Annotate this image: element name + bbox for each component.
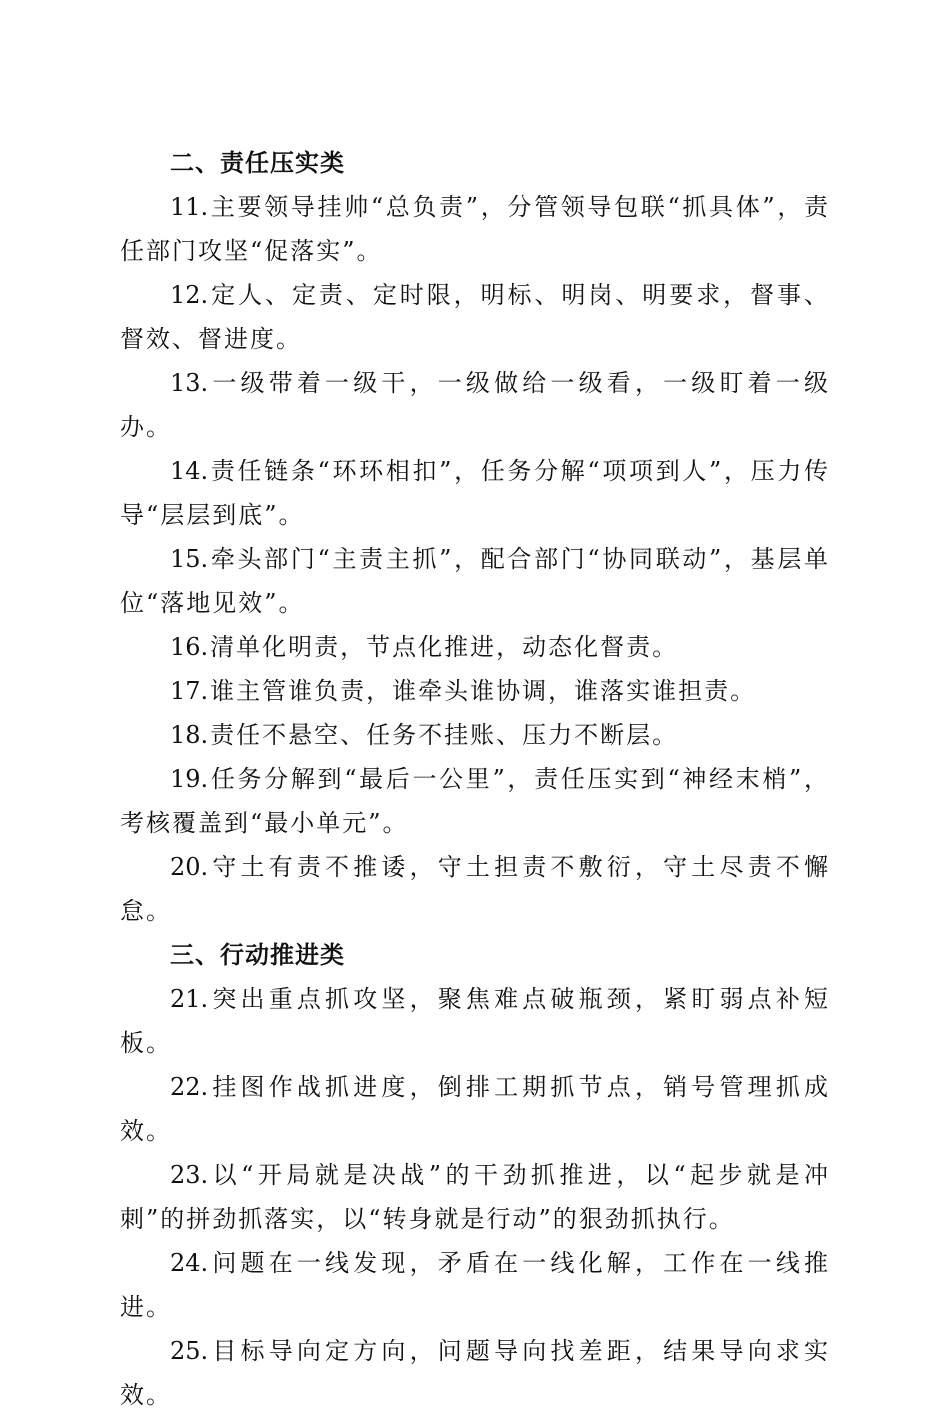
item-text: 以“开局就是决战”的干劲抓推进，以“起步就是冲刺”的拼劲抓落实，以“转身就是行动”的狠劲抓执行。 <box>120 1161 830 1233</box>
list-item-17 <box>120 669 830 713</box>
list-item-23 <box>120 1153 830 1241</box>
list-item-12 <box>120 273 830 361</box>
item-text: 挂图作战抓进度，倒排工期抓节点，销号管理抓成效。 <box>120 1073 830 1145</box>
item-text: 责任不悬空、任务不挂账、压力不断层。 <box>210 721 679 749</box>
item-number: 23. <box>170 1161 209 1189</box>
item-text: 牵头部门“主责主抓”，配合部门“协同联动”，基层单位“落地见效”。 <box>120 545 830 617</box>
item-number: 15. <box>170 545 209 573</box>
document-body <box>120 141 830 1417</box>
item-number: 22. <box>170 1073 209 1101</box>
item-text: 目标导向定方向，问题导向找差距，结果导向求实效。 <box>120 1337 830 1409</box>
list-item-24 <box>120 1241 830 1329</box>
item-number: 24. <box>170 1249 209 1277</box>
item-number: 20. <box>170 853 209 881</box>
item-text: 主要领导挂帅“总负责”，分管领导包联“抓具体”，责任部门攻坚“促落实”。 <box>120 193 830 265</box>
item-number: 25. <box>170 1337 209 1365</box>
section-heading-responsibility: 二、责任压实类 <box>170 149 345 177</box>
item-number: 11. <box>170 193 209 221</box>
item-text: 清单化明责，节点化推进，动态化督责。 <box>210 633 679 661</box>
item-number: 21. <box>170 985 209 1013</box>
list-item-20 <box>120 845 830 933</box>
list-item-19 <box>120 757 830 845</box>
item-number: 16. <box>170 633 209 661</box>
list-item-11 <box>120 185 830 273</box>
item-text: 责任链条“环环相扣”，任务分解“项项到人”，压力传导“层层到底”。 <box>120 457 830 529</box>
item-number: 14. <box>170 457 209 485</box>
list-item-21 <box>120 977 830 1065</box>
list-item-13 <box>120 361 830 449</box>
item-number: 12. <box>170 281 209 309</box>
item-text: 谁主管谁负责，谁牵头谁协调，谁落实谁担责。 <box>210 677 757 705</box>
list-item-18 <box>120 713 830 757</box>
list-item-14 <box>120 449 830 537</box>
item-text: 任务分解到“最后一公里”，责任压实到“神经末梢”，考核覆盖到“最小单元”。 <box>120 765 830 837</box>
list-item-16 <box>120 625 830 669</box>
item-text: 突出重点抓攻坚，聚焦难点破瓶颈，紧盯弱点补短板。 <box>120 985 830 1057</box>
item-text: 守土有责不推诿，守土担责不敷衍，守土尽责不懈怠。 <box>120 853 830 925</box>
list-item-25 <box>120 1329 830 1417</box>
section-heading-action: 三、行动推进类 <box>170 941 345 969</box>
item-number: 19. <box>170 765 209 793</box>
item-number: 18. <box>170 721 209 749</box>
item-text: 一级带着一级干，一级做给一级看，一级盯着一级办。 <box>120 369 830 441</box>
item-text: 定人、定责、定时限，明标、明岗、明要求，督事、督效、督进度。 <box>120 281 830 353</box>
list-item-22 <box>120 1065 830 1153</box>
item-text: 问题在一线发现，矛盾在一线化解，工作在一线推进。 <box>120 1249 830 1321</box>
list-item-15 <box>120 537 830 625</box>
item-number: 13. <box>170 369 209 397</box>
item-number: 17. <box>170 677 209 705</box>
